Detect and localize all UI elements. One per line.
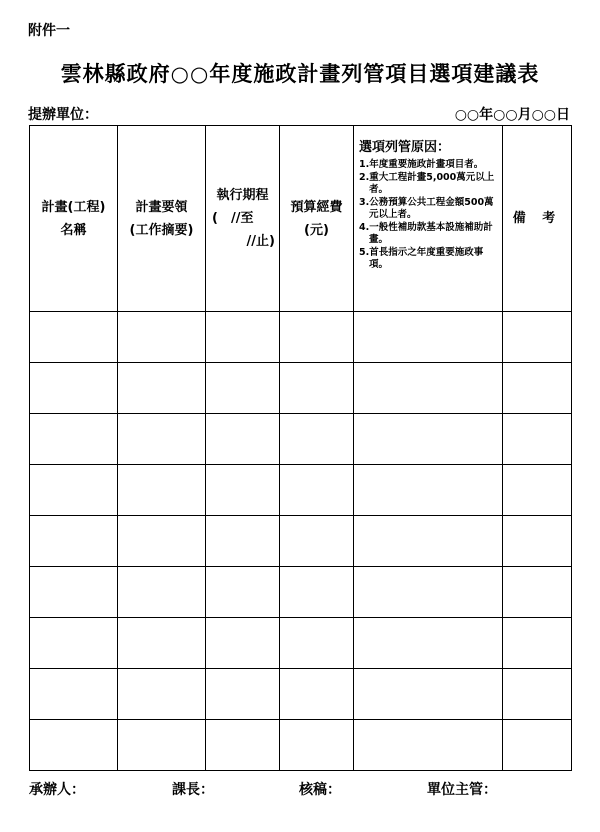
table-row (30, 720, 572, 771)
criteria-item: 5.首長指示之年度重要施政事項。 (359, 246, 484, 270)
cell-plan-summary[interactable] (118, 516, 206, 567)
table-row (30, 414, 572, 465)
cell-plan-summary[interactable] (118, 669, 206, 720)
criteria-item: 3.公務預算公共工程金額500萬元以上者。 (359, 196, 494, 220)
cell-budget[interactable] (280, 618, 354, 669)
header-budget-line1: 預算經費 (290, 199, 343, 215)
cell-criteria[interactable] (354, 567, 503, 618)
cell-budget[interactable] (280, 465, 354, 516)
cell-plan-name[interactable] (30, 720, 118, 771)
form-title: 雲林縣政府○○年度施政計畫列管項目選項建議表 (60, 62, 540, 86)
header-plan-summary (118, 126, 206, 312)
table-row (30, 465, 572, 516)
cell-criteria[interactable] (354, 312, 503, 363)
cell-period[interactable] (206, 465, 280, 516)
header-period (206, 126, 280, 312)
proposal-table (29, 125, 572, 771)
footer-handler-label: 承辦人： (29, 782, 85, 798)
header-budget (280, 126, 354, 312)
cell-plan-name[interactable] (30, 516, 118, 567)
table-row (30, 312, 572, 363)
cell-period[interactable] (206, 363, 280, 414)
cell-remarks[interactable] (503, 414, 572, 465)
header-period-line1: 執行期程 (216, 188, 269, 203)
header-plan-name-line2: 名稱 (60, 222, 87, 238)
cell-budget[interactable] (280, 363, 354, 414)
cell-plan-name[interactable] (30, 669, 118, 720)
header-period-line3: //止) (246, 234, 275, 249)
criteria-title: 選項列管原因： (359, 140, 451, 155)
cell-criteria[interactable] (354, 618, 503, 669)
cell-remarks[interactable] (503, 669, 572, 720)
cell-plan-name[interactable] (30, 465, 118, 516)
attachment-label: 附件一 (28, 23, 70, 39)
header-plan-name-line1: 計畫(工程) (41, 199, 106, 215)
table-body (30, 312, 572, 771)
header-period-line2: ( //至 (212, 211, 254, 226)
cell-plan-summary[interactable] (118, 363, 206, 414)
header-selection-criteria (354, 126, 503, 312)
cell-period[interactable] (206, 567, 280, 618)
table-row (30, 363, 572, 414)
cell-plan-name[interactable] (30, 312, 118, 363)
cell-period[interactable] (206, 516, 280, 567)
cell-criteria[interactable] (354, 516, 503, 567)
cell-plan-summary[interactable] (118, 618, 206, 669)
cell-plan-name[interactable] (30, 363, 118, 414)
cell-period[interactable] (206, 669, 280, 720)
cell-criteria[interactable] (354, 363, 503, 414)
cell-criteria[interactable] (354, 720, 503, 771)
cell-criteria[interactable] (354, 414, 503, 465)
header-plan-name (30, 126, 118, 312)
cell-budget[interactable] (280, 312, 354, 363)
cell-budget[interactable] (280, 516, 354, 567)
cell-remarks[interactable] (503, 363, 572, 414)
table-row (30, 618, 572, 669)
cell-budget[interactable] (280, 669, 354, 720)
cell-plan-summary[interactable] (118, 567, 206, 618)
cell-remarks[interactable] (503, 720, 572, 771)
header-budget-line2: (元) (304, 222, 329, 238)
cell-period[interactable] (206, 414, 280, 465)
form-date: ○○年○○月○○日 (454, 107, 570, 123)
cell-period[interactable] (206, 312, 280, 363)
header-row (30, 126, 572, 312)
cell-period[interactable] (206, 618, 280, 669)
cell-plan-name[interactable] (30, 567, 118, 618)
cell-criteria[interactable] (354, 669, 503, 720)
cell-remarks[interactable] (503, 567, 572, 618)
cell-plan-summary[interactable] (118, 414, 206, 465)
criteria-list (359, 159, 497, 272)
cell-plan-name[interactable] (30, 618, 118, 669)
cell-remarks[interactable] (503, 312, 572, 363)
cell-budget[interactable] (280, 720, 354, 771)
cell-remarks[interactable] (503, 618, 572, 669)
cell-remarks[interactable] (503, 516, 572, 567)
cell-budget[interactable] (280, 567, 354, 618)
cell-plan-summary[interactable] (118, 465, 206, 516)
cell-plan-name[interactable] (30, 414, 118, 465)
header-remarks: 備 考 (503, 126, 572, 312)
table-row (30, 669, 572, 720)
table-row (30, 567, 572, 618)
cell-remarks[interactable] (503, 465, 572, 516)
footer-section-chief-label: 課長： (172, 782, 214, 798)
cell-plan-summary[interactable] (118, 720, 206, 771)
criteria-item: 4.一般性補助款基本設施補助計畫。 (359, 221, 493, 245)
cell-plan-summary[interactable] (118, 312, 206, 363)
cell-budget[interactable] (280, 414, 354, 465)
criteria-item: 1.年度重要施政計畫項目者。 (359, 159, 484, 170)
criteria-item: 2.重大工程計畫5,000萬元以上者。 (359, 171, 495, 195)
footer-unit-head-label: 單位主管： (427, 782, 497, 798)
header-plan-summary-line1: 計畫要領 (135, 199, 188, 215)
proposer-unit-label: 提辦單位： (28, 107, 98, 123)
header-plan-summary-line2: (工作摘要) (129, 222, 194, 238)
cell-criteria[interactable] (354, 465, 503, 516)
table-row (30, 516, 572, 567)
cell-period[interactable] (206, 720, 280, 771)
footer-reviewer-label: 核稿： (299, 782, 341, 798)
